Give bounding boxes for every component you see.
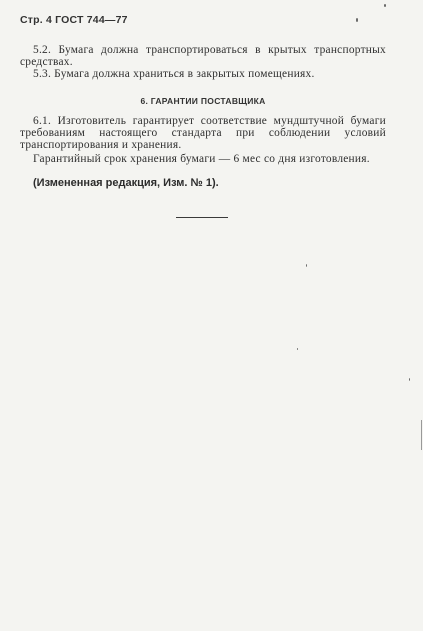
scan-speck bbox=[297, 348, 298, 350]
paragraph-5-2: 5.2. Бумага должна транспортироваться в крытых транспортных средствах. bbox=[20, 44, 386, 68]
scan-edge-mark bbox=[421, 420, 422, 450]
paragraph-6-1: 6.1. Изготовитель гарантирует соответствие мундштучной бумаги требованиям настоящего стандарта при соблюдении условий транспортирования и хранения. bbox=[20, 115, 386, 151]
end-rule bbox=[176, 217, 228, 218]
section-6-heading: 6. ГАРАНТИИ ПОСТАВЩИКА bbox=[140, 96, 266, 106]
running-head: Стр. 4 ГОСТ 744—77 bbox=[20, 14, 128, 26]
amendment-note: (Измененная редакция, Изм. № 1). bbox=[33, 177, 219, 189]
scan-speck bbox=[409, 378, 410, 381]
scan-speck bbox=[356, 18, 358, 22]
scan-speck bbox=[306, 264, 307, 267]
paragraph-warranty-period: Гарантийный срок хранения бумаги — 6 мес со дня изготовления. bbox=[33, 153, 370, 165]
scan-speck bbox=[384, 4, 386, 7]
paragraph-5-3: 5.3. Бумага должна храниться в закрытых помещениях. bbox=[33, 68, 315, 80]
